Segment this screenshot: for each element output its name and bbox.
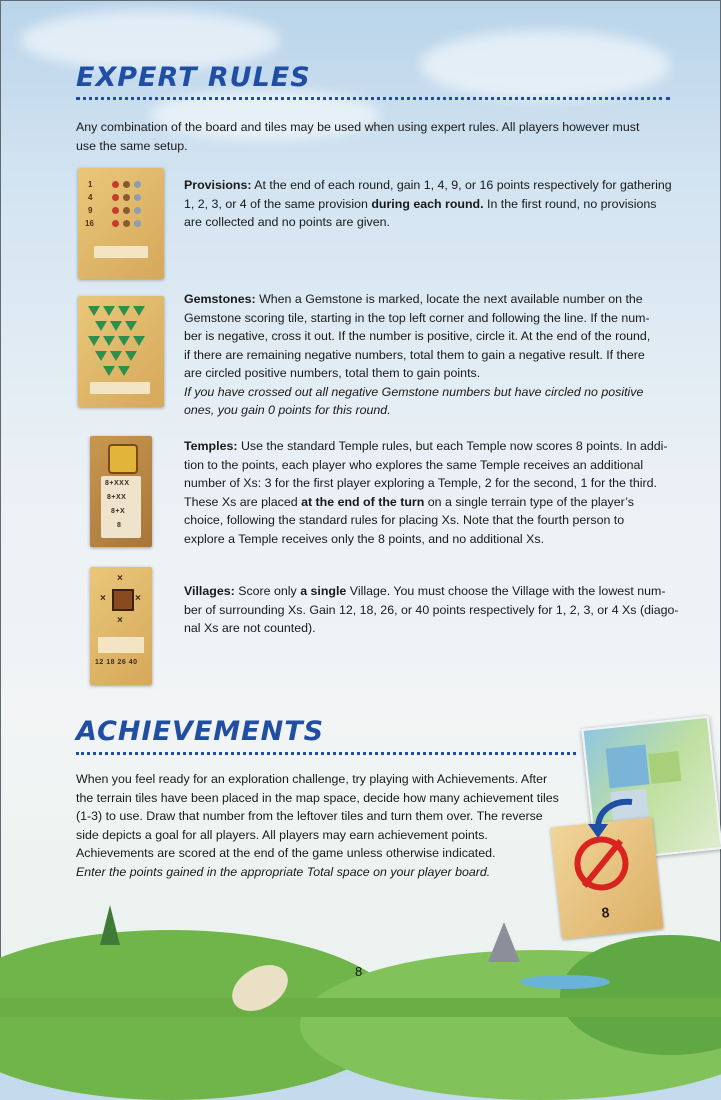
villages-tile-image: × × × × 12 18 26 40: [90, 567, 152, 685]
cloud: [20, 10, 280, 70]
expert-intro: Any combination of the board and tiles may be used when using expert rules. All players however must use the same setup.: [76, 120, 640, 153]
villages-text: Villages: Score only a single Village. You must choose the Village with the lowest num- ber of surrounding Xs. Gain 12, 18, 26, or 40 points respectively for 1, 2, 3, or 4 Xs (diago- nal Xs are not counted).: [184, 584, 679, 635]
temples-tile-image: 8+XXX 8+XX 8+X 8: [90, 436, 152, 547]
expert-rules-heading: EXPERT RULES: [76, 62, 311, 93]
achievements-heading: ACHIEVEMENTS: [76, 716, 325, 747]
provisions-tile-image: 1 4 9 16: [78, 168, 164, 279]
gemstones-tile-image: [78, 296, 164, 407]
river: [520, 975, 610, 989]
temples-text: Temples: Use the standard Temple rules, but each Temple now scores 8 points. In addi- tion to the points, each player who explores the same Temple receives an additional number of Xs: 3 for the first player exploring a Temple, 2 for the second, 1 for the third. These Xs are placed at the end of the turn on a single terrain type of the player’s choice, following the standard rules for placing Xs. Note that the fourth person to explore a Temple receives only the 8 points, and no additional Xs.: [184, 439, 668, 546]
page-number: 8: [355, 964, 363, 979]
gemstones-text: Gemstones: When a Gemstone is marked, locate the next available number on the Gemstone scoring tile, starting in the top left corner and following the line. If the num- ber is negative, cross it out. If the number is positive, circle it. At the end of the round, if there are remaining negative numbers, total them to gain a negative result. If there are circled positive numbers, total them to gain points. If you have crossed out all negative Gemstone numbers but have circled no positive ones, you gain 0 points for this round.: [184, 292, 651, 417]
achievement-tile-image: 8: [550, 817, 663, 939]
achievements-text: When you feel ready for an exploration challenge, try playing with Achievements. After the terrain tiles have been placed in the map space, decide how many achievement tiles (1-3) to use. Draw that number from the leftover tiles and turn them over. The reverse side depicts a goal for all players. All players may earn achievement points. Achievements are scored at the end of the game unless otherwise indicated. Enter the points gained in the appropriate Total space on your player board.: [76, 772, 559, 879]
mountain: [488, 922, 520, 962]
grass: [0, 998, 721, 1017]
heading-divider: [76, 752, 576, 755]
cloud: [420, 30, 670, 100]
tree: [100, 905, 120, 945]
provisions-text: Provisions: At the end of each round, gain 1, 4, 9, or 16 points respectively for gathering 1, 2, 3, or 4 of the same provision during each round. In the first round, no provisions are collected and no points are given.: [184, 178, 672, 229]
heading-divider: [76, 97, 670, 100]
curved-arrow-icon: [584, 796, 638, 840]
